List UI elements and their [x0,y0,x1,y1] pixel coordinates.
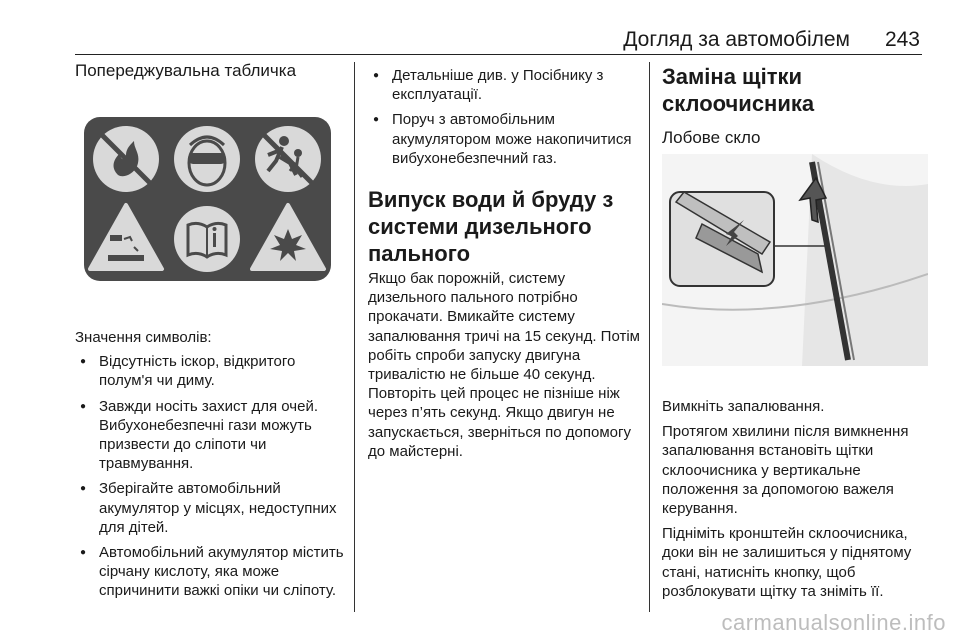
wiper-figure [662,154,928,366]
page-number: 243 [884,28,920,51]
keep-away-children-icon [255,126,321,192]
section-heading: Попереджувальна табличка [75,61,297,80]
section-heading: Випуск води й бруду з системи дизельного пального [368,187,614,267]
symbols-list [75,352,345,600]
symbols-intro: Значення символів: [75,329,212,346]
warning-label-figure [84,117,331,281]
list-item: ● Відсутність іскор, відкритого полум'я чи диму. [75,352,345,390]
paragraph: Підніміть кронштейн склоочисника, доки він не залишиться у піднятому стані, натисніть кнопку, щоб розблокувати щітку та зніміть її. [662,525,912,600]
manual-icon [174,206,240,272]
battery-notes-list [368,66,640,168]
column-middle [368,66,640,461]
paragraph: Протягом хвилини після вимкнення запалювання встановіть щітки склоочисника у вертикальне положення за допомогою важеля керування. [662,423,909,518]
body-text: Якщо бак порожній, систему дизельного пального потрібно прокачати. Вмикайте систему запалювання тричі на 15 секунд. Потім робіть спроби запуску двигуна тривалістю не більше 40 секунд. Повторіть цей процес не пізніше ніж через п’ять секунд. Якщо двигун не запускається, зверніться по допомогу до майстерні. [368,270,640,460]
section-heading: Заміна щітки склоочисника [662,64,815,116]
no-fire-icon [93,126,159,192]
column-divider [649,62,650,612]
watermark: carmanualsonline.info [721,610,946,635]
list-item: ● Детальніше див. у Посібнику з експлуатації. [368,66,640,104]
list-item: ● Поруч з автомобільним акумулятором може накопичитися вибухонебезпечний газ. [368,110,640,168]
header-title: Догляд за автомобілем [623,28,850,51]
eye-protection-icon [174,126,240,192]
list-item: ● Автомобільний акумулятор містить сірчану кислоту, яка може спричинити важкі опіки чи сліпоту. [75,543,345,601]
column-divider [354,62,355,612]
page-header [75,22,922,55]
list-item: ● Завжди носіть захист для очей. Вибухонебезпечні гази можуть призвести до сліпоти чи травмування. [75,397,345,474]
paragraph: Вимкніть запалювання. [662,398,825,415]
subheading: Лобове скло [662,128,761,147]
list-item: ● Зберігайте автомобільний акумулятор у місцях, недоступних для дітей. [75,479,345,537]
